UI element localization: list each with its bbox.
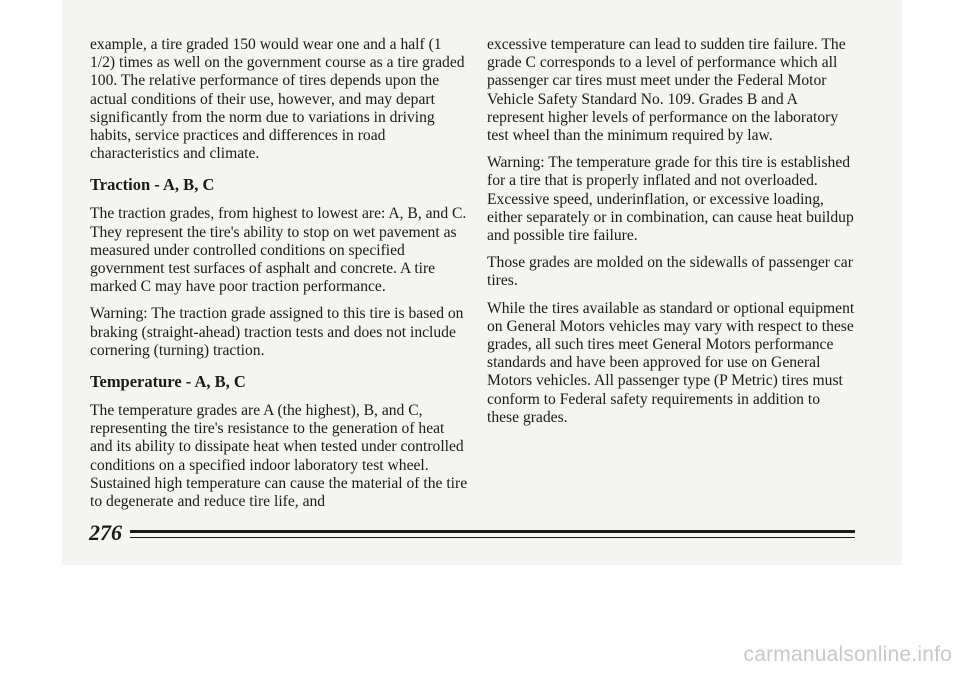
footer-rule-thin xyxy=(130,537,855,538)
heading-traction: Traction - A, B, C xyxy=(90,175,215,195)
paragraph-temperature-warning: Warning: The temperature grade for this tire is established for a tire that is properly inflated and not overloaded. Excessive speed, underinflation, or excessive loading, either separately or in combination, can cause heat buildup and possible tire failure. xyxy=(487,154,854,245)
paragraph-tire-wear: example, a tire graded 150 would wear one and a half (1 1/2) times as well on the government course as a tire graded 100. The relative performance of tires depends upon the actual conditions of their use, however, and may depart significantly from the norm due to variations in driving habits, service practices and differences in road characteristics and climate. xyxy=(90,36,465,163)
page-number: 276 xyxy=(89,520,122,545)
paragraph-gm-tires: While the tires available as standard or optional equipment on General Motors vehicles may vary with respect to these grades, all such tires meet General Motors performance standards and have been approved for use on General Motors vehicles. All passenger type (P Metric) tires must conform to Federal safety requirements in addition to these grades. xyxy=(487,299,855,426)
paragraph-traction-warning: Warning: The traction grade assigned to this tire is based on braking (straight-ahead) traction tests and does not include cornering (turning) traction. xyxy=(90,305,464,359)
footer-rule-thick xyxy=(130,530,855,533)
left-column xyxy=(90,36,468,520)
paragraph-traction-grades: The traction grades, from highest to lowest are: A, B, and C. They represent the tire's ability to stop on wet pavement as measured under controlled conditions on specified government test surfaces of asphalt and concrete. A tire marked C may have poor traction performance. xyxy=(90,205,467,296)
right-column xyxy=(487,36,855,436)
heading-temperature: Temperature - A, B, C xyxy=(90,372,246,392)
paragraph-temperature-failure: excessive temperature can lead to sudden tire failure. The grade C corresponds to a level of performance which all passenger car tires must meet under the Federal Motor Vehicle Safety Standard No. 109. Grades B and A represent higher levels of performance on the laboratory test wheel than the minimum required by law. xyxy=(487,36,846,145)
site-watermark: carmanualsonline.info xyxy=(743,643,952,666)
paragraph-temperature-grades: The temperature grades are A (the highest), B, and C, representing the tire's resistance to the generation of heat and its ability to dissipate heat when tested under controlled conditions on a specified indoor laboratory test wheel. Sustained high temperature can cause the material of the tire to degenerate and reduce tire life, and xyxy=(90,402,468,511)
paragraph-sidewall-grades: Those grades are molded on the sidewalls of passenger car tires. xyxy=(487,254,853,290)
